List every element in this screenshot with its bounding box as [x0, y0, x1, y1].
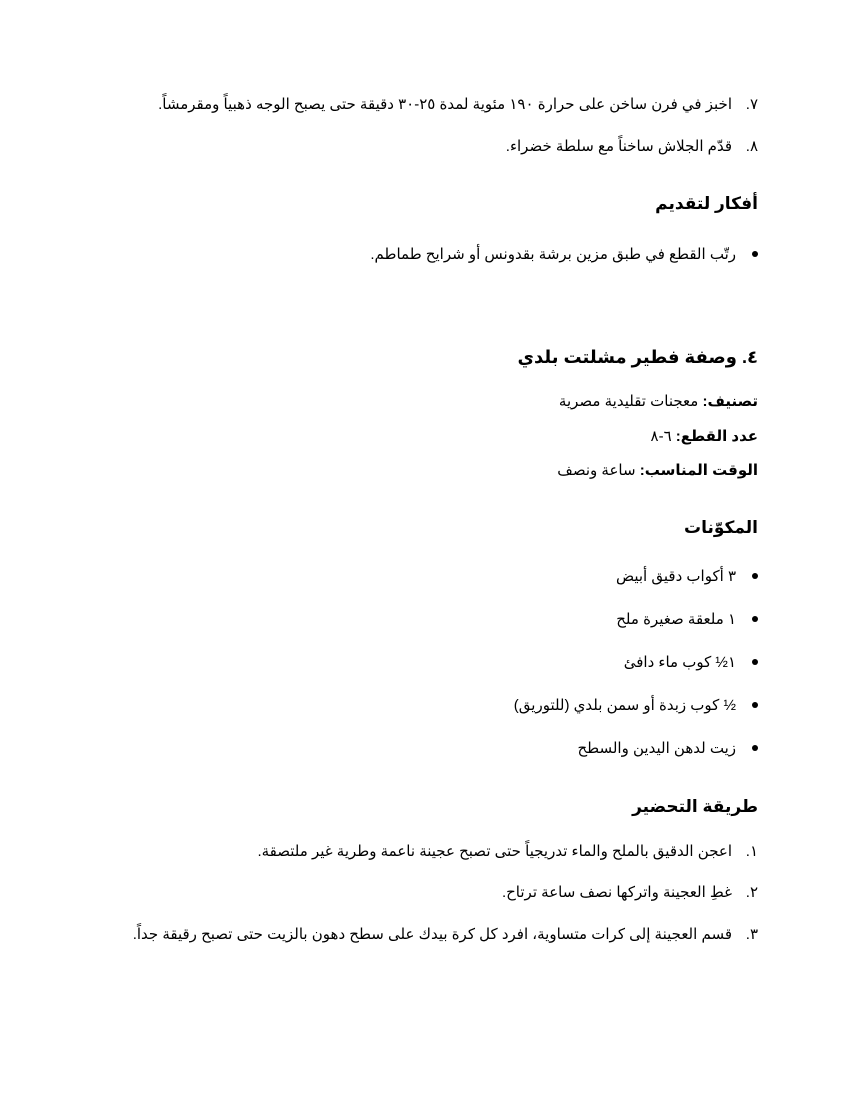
list-item-text: ½ كوب زبدة أو سمن بلدي (للتوريق) [513, 697, 736, 714]
step-text: غطِ العجينة واتركها نصف ساعة ترتاح. [501, 884, 732, 901]
step-3 [133, 925, 758, 945]
step-number: ٧. [745, 96, 758, 113]
list-item-text: رتّب القطع في طبق مزين برشة بقدونس أو شرايح طماطم. [370, 246, 736, 263]
step-7 [158, 95, 758, 115]
category-value: معجنات تقليدية مصرية [558, 393, 699, 410]
recipe-category [559, 392, 758, 412]
list-item [616, 567, 758, 587]
bullet-icon [752, 659, 758, 665]
step-number: ٣. [745, 926, 758, 943]
step-text: قسم العجينة إلى كرات متساوية، افرد كل كرة بيدك على سطح دهون بالزيت حتى تصبح رقيقة جداً. [132, 926, 732, 943]
time-value: ساعة ونصف [557, 462, 636, 479]
bullet-icon [752, 573, 758, 579]
list-item [616, 610, 758, 630]
ingredients-heading: المكوّنات [683, 518, 758, 537]
list-item-text: ٣ أكواب دقيق أبيض [615, 568, 736, 585]
step-number: ٨. [745, 138, 758, 155]
list-item-text: زيت لدهن اليدين والسطح [577, 740, 736, 757]
recipe-servings [651, 427, 759, 447]
recipe-time [557, 461, 758, 481]
step-number: ١. [745, 843, 758, 860]
list-item [514, 696, 758, 716]
bullet-icon [752, 745, 758, 751]
servings-label: عدد القطع: [675, 428, 758, 445]
step-2 [502, 883, 758, 903]
bullet-icon [752, 616, 758, 622]
list-item-text: ١ ملعقة صغيرة ملح [616, 611, 736, 628]
step-1 [257, 842, 758, 862]
step-text: اعجن الدقيق بالملح والماء تدريجياً حتى تصبح عجينة ناعمة وطرية غير ملتصقة. [257, 843, 732, 860]
step-number: ٢. [745, 884, 758, 901]
list-item-text: ١½ كوب ماء دافئ [623, 654, 736, 671]
method-heading: طريقة التحضير [632, 797, 758, 816]
step-text: قدّم الجلاش ساخناً مع سلطة خضراء. [505, 138, 732, 155]
category-label: تصنيف: [702, 393, 758, 410]
step-8 [506, 137, 758, 157]
serving-heading: أفكار لتقديم [655, 194, 758, 213]
bullet-icon [752, 702, 758, 708]
bullet-icon [752, 251, 758, 257]
servings-value: ٦-٨ [650, 428, 672, 445]
list-item [370, 245, 758, 265]
time-label: الوقت المناسب: [639, 462, 758, 479]
recipe-title: ٤. وصفة فطير مشلتت بلدي [517, 347, 758, 367]
list-item [624, 653, 758, 673]
step-text: اخبز في فرن ساخن على حرارة ١٩٠ مئوية لمدة ٢٥-٣٠ دقيقة حتى يصبح الوجه ذهبياً ومقرمشاً. [158, 96, 732, 113]
list-item [577, 739, 758, 759]
